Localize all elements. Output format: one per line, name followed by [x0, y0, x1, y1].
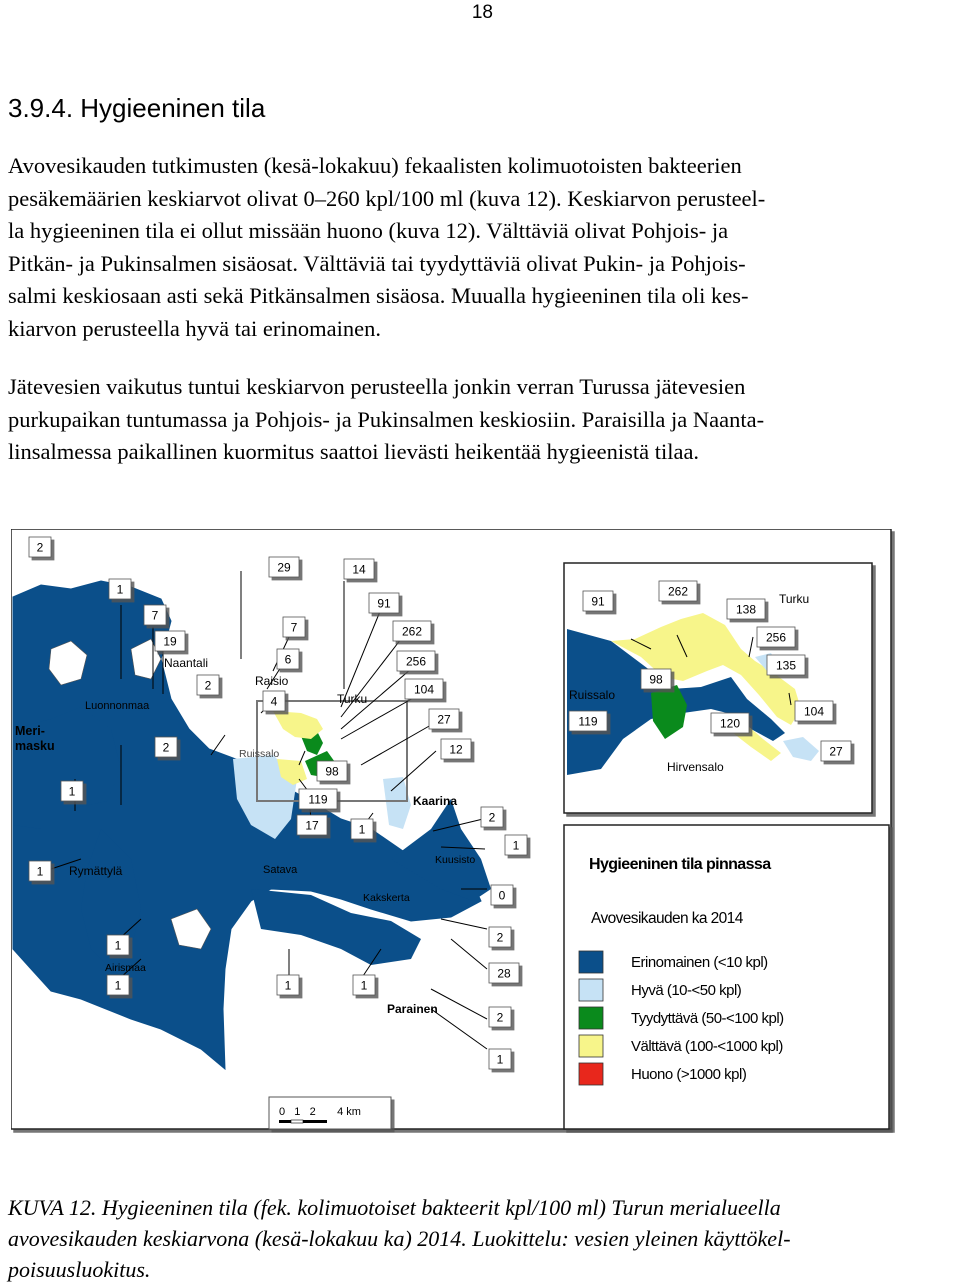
sample-value-label-text: 1 — [36, 864, 44, 879]
sample-value-label — [429, 709, 459, 729]
inset-value-label — [583, 591, 613, 611]
paragraph-1-line: Avovesikauden tutkimusten (kesä-lokakuu) fekaalisten kolimuotoisten bakteerien — [8, 153, 742, 178]
figure-caption-line: KUVA 12. Hygieeninen tila (fek. kolimuotoiset bakteerit kpl/100 ml) Turun merialueella — [8, 1195, 781, 1220]
sample-value-label — [353, 975, 375, 995]
sample-value-label — [277, 649, 299, 669]
inset-value-label — [727, 599, 765, 619]
sample-value-label — [155, 737, 177, 757]
inset-value-label — [711, 713, 749, 733]
sample-value-label-text: 1 — [114, 978, 122, 993]
legend-title: Hygieeninen tila pinnassa — [589, 856, 771, 873]
inset-place-name-hirvensalo: Hirvensalo — [667, 760, 724, 774]
sample-value-label — [397, 651, 435, 671]
sample-value-label-text: 1 — [116, 582, 124, 597]
scale-bar-label: 0 1 2 4 km — [279, 1106, 361, 1118]
sample-value-label-text: 1 — [114, 938, 122, 953]
sample-value-label-text: 12 — [449, 742, 463, 757]
legend-swatch — [579, 951, 603, 973]
sample-value-label-text: 17 — [305, 818, 319, 833]
sample-value-label — [283, 617, 305, 637]
paragraph-2-line: purkupaikan tuntumassa ja Pohjois- ja Pukinsalmen keskiosiin. Paraisilla ja Naanta- — [8, 406, 765, 432]
inset-value-label-text: 256 — [765, 630, 787, 645]
inset-place-name-ruissalo: Ruissalo — [569, 688, 616, 702]
legend-swatch — [579, 979, 603, 1001]
scale-bar-segment — [291, 1120, 303, 1123]
paragraph-1-line: la hygieeninen tila ei ollut missään huono (kuva 12). Välttäviä olivat Pohjois- ja — [8, 218, 729, 243]
sample-value-label-text: 91 — [377, 596, 391, 611]
paragraph-1 — [8, 150, 960, 345]
sample-value-label-text: 4 — [270, 694, 278, 709]
sample-value-label-text: 29 — [277, 560, 291, 575]
place-name-ruissalo: Ruissalo — [239, 748, 280, 760]
sample-value-label-text: 27 — [437, 712, 451, 727]
place-name-raisio: Raisio — [255, 674, 289, 688]
sample-value-label-text: 2 — [496, 1010, 504, 1025]
scale-bar-segment — [303, 1120, 327, 1123]
sample-value-label-text: 2 — [488, 810, 496, 825]
sample-value-label — [263, 691, 285, 711]
sample-value-label-text: 2 — [162, 740, 170, 755]
paragraph-1-line: Pitkän- ja Pukinsalmen sisäosat. Välttäviä tai tyydyttäviä olivat Pukin- ja Pohjois- — [8, 250, 746, 276]
sample-value-label-text: 104 — [413, 682, 435, 697]
figure-caption — [8, 1192, 960, 1285]
sample-value-label-text: 2 — [204, 678, 212, 693]
sample-value-label — [405, 679, 443, 699]
sample-value-label — [489, 1049, 511, 1069]
sample-value-label-text: 14 — [352, 562, 366, 577]
hygiene-map — [11, 529, 909, 1145]
paragraph-1-line: salmi keskiosaan asti sekä Pitkänsalmen sisäosa. Muualla hygieeninen tila oli kes- — [8, 283, 749, 308]
inset-value-label — [757, 627, 795, 647]
section-heading: 3.9.4. Hygieeninen tila — [8, 93, 266, 123]
sample-value-label — [155, 631, 185, 651]
sample-value-label — [29, 537, 51, 557]
place-name-naantali: Naantali — [164, 656, 209, 670]
inset-value-label-text: 27 — [829, 744, 843, 759]
sample-value-label — [505, 835, 527, 855]
sample-value-label-text: 28 — [497, 966, 511, 981]
inset-value-label-text: 120 — [719, 716, 741, 731]
sample-value-label-text: 2 — [36, 540, 44, 555]
sample-value-label-text: 1 — [358, 822, 366, 837]
sample-value-label-text: 1 — [68, 784, 76, 799]
sample-value-label-text: 7 — [151, 608, 159, 623]
legend-swatch — [579, 1063, 603, 1085]
sample-value-label-text: 6 — [284, 652, 292, 667]
sample-value-label — [441, 739, 471, 759]
sample-value-label-text: 7 — [290, 620, 298, 635]
inset-value-label-text: 98 — [649, 672, 663, 687]
sample-value-label-text: 0 — [498, 888, 506, 903]
sample-value-label — [489, 927, 511, 947]
paragraph-1-line: pesäkemäärien keskiarvot olivat 0–260 kpl/100 ml (kuva 12). Keskiarvon perusteel- — [8, 185, 766, 211]
paragraph-2-line: Jätevesien vaikutus tuntui keskiarvon perusteella jonkin verran Turussa jätevesien — [8, 374, 746, 399]
sample-value-label — [344, 559, 374, 579]
inset-value-label — [641, 669, 671, 689]
legend-label: Erinomainen (<10 kpl) — [631, 954, 768, 971]
place-name-turku: Turku — [337, 692, 368, 706]
sample-value-label — [369, 593, 399, 613]
legend-swatch — [579, 1007, 603, 1029]
place-name-kakskerta: Kakskerta — [363, 892, 410, 904]
paragraph-2-line: linsalmessa paikallinen kuormitus saattoi lievästi heikentää hygieenistä tilaa. — [8, 439, 700, 464]
inset-value-label-text: 119 — [578, 714, 598, 729]
sample-value-label — [351, 819, 373, 839]
inset-value-label-text: 91 — [591, 594, 605, 609]
place-name-kuusisto: Kuusisto — [435, 854, 476, 866]
legend-label: Hyvä (10-<50 kpl) — [631, 982, 742, 999]
sample-value-label — [29, 861, 51, 881]
legend-label: Huono (>1000 kpl) — [631, 1066, 747, 1083]
paragraph-1-line: kiarvon perusteella hyvä tai erinomainen. — [8, 315, 381, 341]
sample-value-label — [489, 1007, 511, 1027]
inset-value-label — [569, 711, 607, 731]
sample-value-label-text: 1 — [360, 978, 368, 993]
map-legend — [564, 825, 889, 1129]
paragraph-2 — [8, 371, 960, 469]
sample-value-label — [269, 557, 299, 577]
place-name-rymattyla: Rymättylä — [69, 864, 123, 878]
legend-subtitle: Avovesikauden ka 2014 — [591, 910, 743, 927]
page-number: 18 — [471, 2, 493, 23]
inset-value-label — [821, 741, 851, 761]
inset-value-label — [659, 581, 697, 601]
legend-swatch — [579, 1035, 603, 1057]
scale-bar-segment — [279, 1120, 291, 1123]
sample-value-label-text: 98 — [325, 764, 339, 779]
sample-value-label — [393, 621, 431, 641]
inset-value-label — [795, 701, 833, 721]
sample-value-label-text: 1 — [496, 1052, 504, 1067]
sample-value-label — [491, 885, 513, 905]
sample-value-label — [297, 815, 327, 835]
figure-caption-line: poisuusluokitus. — [8, 1257, 151, 1282]
figure-caption-line: avovesikauden keskiarvona (kesä-lokakuu ka) 2014. Luokittelu: vesien yleinen käyttökel- — [8, 1226, 791, 1251]
place-name-airismaa: Airismaa — [105, 962, 146, 974]
inset-value-label-text: 135 — [775, 658, 797, 673]
sample-value-label-text: 256 — [405, 654, 427, 669]
inset-value-label-text: 138 — [735, 602, 757, 617]
sample-value-label — [489, 963, 519, 983]
place-name-satava: Satava — [263, 864, 298, 876]
place-name-merimasku: Meri-masku — [15, 724, 55, 753]
sample-value-label — [107, 975, 129, 995]
sample-value-label — [144, 605, 166, 625]
sample-value-label-text: 119 — [308, 792, 328, 807]
sample-value-label-text: 2 — [496, 930, 504, 945]
sample-value-label — [61, 781, 83, 801]
sample-value-label — [197, 675, 219, 695]
sample-value-label — [277, 975, 299, 995]
inset-value-label-text: 104 — [803, 704, 825, 719]
sample-value-label — [107, 935, 129, 955]
legend-label: Tyydyttävä (50-<100 kpl) — [631, 1010, 784, 1027]
sample-value-label-text: 1 — [284, 978, 292, 993]
place-name-kaarina: Kaarina — [413, 794, 458, 808]
sample-value-label — [299, 789, 337, 809]
scale-bar — [269, 1097, 391, 1129]
place-name-luonnonmaa: Luonnonmaa — [85, 700, 150, 712]
sample-value-label-text: 1 — [512, 838, 520, 853]
inset-map — [564, 563, 872, 813]
sample-value-label — [317, 761, 347, 781]
sample-value-label-text: 262 — [401, 624, 423, 639]
place-name-parainen: Parainen — [387, 1002, 438, 1016]
sample-value-label — [481, 807, 503, 827]
inset-value-label-text: 262 — [667, 584, 689, 599]
inset-value-label — [767, 655, 805, 675]
sample-value-label — [109, 579, 131, 599]
inset-place-name-turku: Turku — [779, 592, 810, 606]
sample-value-label-text: 19 — [163, 634, 177, 649]
legend-label: Välttävä (100-<1000 kpl) — [631, 1038, 783, 1055]
